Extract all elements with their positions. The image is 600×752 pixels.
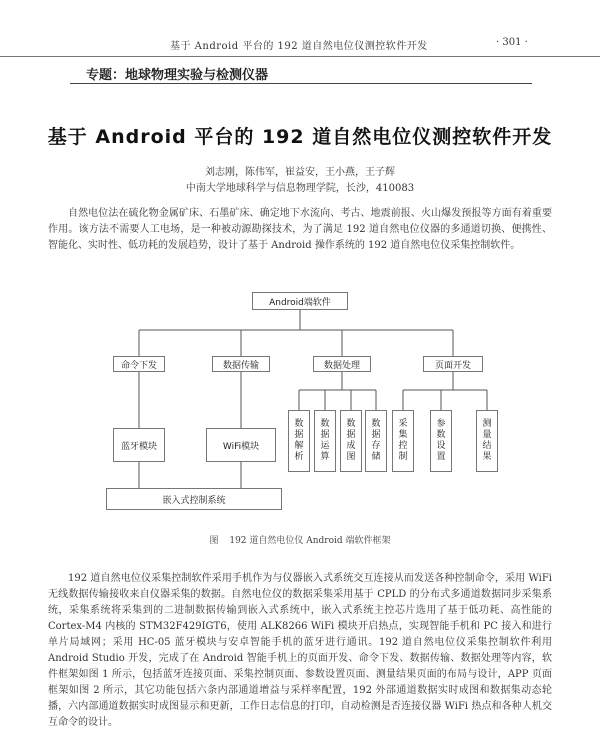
data-plot-node: 数 据 成 图 <box>340 410 362 472</box>
data-processing-node: 数据处理 <box>313 356 371 372</box>
embedded-control-node: 嵌入式控制系统 <box>106 488 282 510</box>
acquisition-control-node: 采 集 控 制 <box>392 410 414 472</box>
page-development-node: 页面开发 <box>423 356 483 372</box>
command-module-node: 命令下发 <box>113 356 165 372</box>
intro-paragraph: 自然电位法在硫化物金属矿床、石墨矿床、确定地下水流向、考古、地震前报、火山爆发预报等方面有着重要作用。该方法不需要人工电场，是一种被动源勘探技术，为了满足 192 道自然电位仪器的多通道切换、便携性、智能化、实时性、低功耗的发展趋势，设计了基于 Android 操作系统的 192 道自然电位仪采集控制软件。 <box>48 208 552 251</box>
running-head-title: 基于 Android 平台的 192 道自然电位仪测控软件开发 <box>170 41 428 52</box>
android-software-node: Android端软件 <box>252 292 348 310</box>
page-number: · 301 · <box>496 37 528 48</box>
data-parse-node: 数 据 解 析 <box>288 410 310 472</box>
measurement-results-node: 测 量 结 果 <box>476 410 498 472</box>
figure-caption-label: 图 <box>209 536 219 546</box>
paper-title: 基于 Android 平台的 192 道自然电位仪测控软件开发 <box>47 126 553 148</box>
affiliation: 中南大学地球科学与信息物理学院，长沙，410083 <box>185 183 415 194</box>
bluetooth-module-node: 蓝牙模块 <box>113 428 165 462</box>
parameter-settings-node: 参 数 设 置 <box>430 410 452 472</box>
data-compute-node: 数 据 运 算 <box>314 410 336 472</box>
authors: 刘志刚，陈伟军，崔益安，王小燕，王子辉 <box>205 167 395 178</box>
data-transfer-node: 数据传输 <box>212 356 270 372</box>
body-paragraph: 192 道自然电位仪采集控制软件采用手机作为与仪器嵌入式系统交互连接从而发送各种控制命令，采用 WiFi 无线数据传输接收来自仪器采集的数据。自然电位仪的数据采集采用基于 CPLD 的分布式多通道数据同步采集系统，采集系统将采集到的二进制数据传输到嵌入式系统中，嵌入式系统主控芯片选用了基于低功耗、高性能的 Cortex-M4 内核的 STM32F429IGT6，使用 ALK8266 WiFi 模块开启热点，实现智能手机和 PC 接入和进行单片局域网；采用 HC-05 蓝牙模块与安卓智能手机的蓝牙进行通讯。192 道自然电位仪采集控制软件利用 Android Studio 开发，完成了在 Android 智能手机上的页面开发、命令下发、数据传输、数据处理等内容，软件框架如图 1 所示，包括蓝牙连接页面、采集控制页面、参数设置页面、测量结果页面的布局与设计，APP 页面框架如图 2 所示，其它功能包括六条内部通道增益与采样率配置，192 外部通道数据实时成图和数据集动态轮播，六内部通道数据实时成图显示和更新，工作日志信息的打印，自动检测是否连接仪器 WiFi 热点和各种人机交互命令的设计。 <box>48 573 552 728</box>
figure-caption-text: 192 道自然电位仪 Android 端软件框架 <box>229 536 391 546</box>
section-label: 专题：地球物理实验与检测仪器 <box>86 68 269 83</box>
figure-caption <box>0 533 600 546</box>
data-storage-node: 数 据 存 储 <box>365 410 387 472</box>
wifi-module-node: WiFi模块 <box>206 428 276 462</box>
